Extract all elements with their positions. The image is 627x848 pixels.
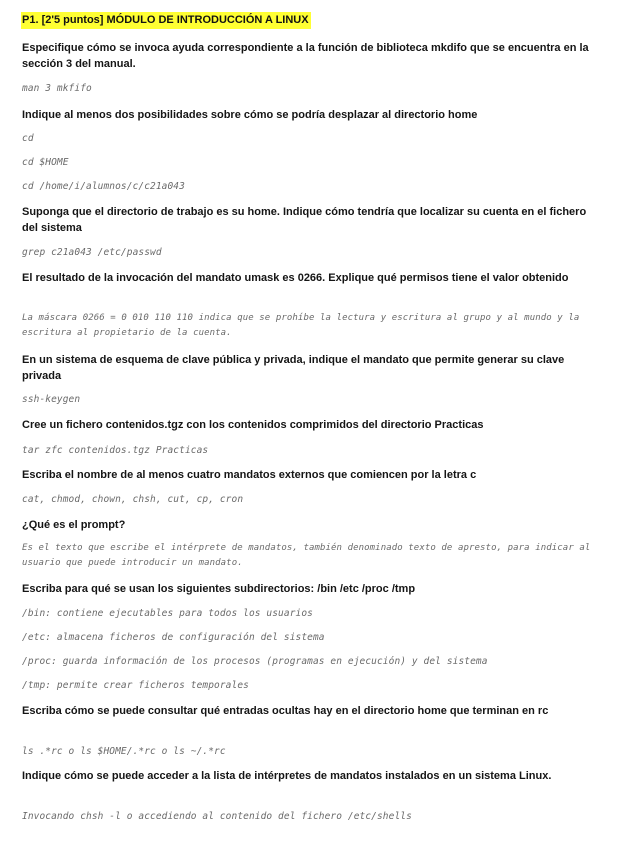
answer-6-line-1: tar zfc contenidos.tgz Practicas [22,445,209,456]
answer-2-line-1: cd [22,133,34,144]
answer-11-line-1: Invocando chsh -l o accediendo al contenido del fichero /etc/shells [22,811,412,822]
question-1: Especifique cómo se invoca ayuda correspondiente a la función de biblioteca mkdifo que se encuentra en la sección 3 del manual. [22,42,589,70]
question-5: En un sistema de esquema de clave pública y privada, indique el mandato que permite generar su clave privada [22,354,565,382]
answer-9-line-2: /etc: almacena ficheros de configuración del sistema [22,632,325,643]
answer-3-line-1: grep c21a043 /etc/passwd [22,247,162,258]
answer-9-line-4: /tmp: permite crear ficheros temporales [22,680,249,691]
question-10: Escriba cómo se puede consultar qué entradas ocultas hay en el directorio home que terminan en rc [22,705,549,717]
answer-2-line-3: cd /home/i/alumnos/c/c21a043 [22,181,185,192]
answer-10-line-1: ls .*rc o ls $HOME/.*rc o ls ~/.*rc [22,746,226,757]
answer-1-line-1: man 3 mkfifo [22,83,92,94]
answer-7-line-1: cat, chmod, chown, chsh, cut, cp, cron [22,494,244,505]
answer-4-line-1: La máscara 0266 = 0 010 110 110 indica que se prohíbe la lectura y escritura al grupo y al mundo y la escritura al propietario de la cuenta. [22,313,580,338]
question-6: Cree un fichero contenidos.tgz con los contenidos comprimidos del directorio Practicas [22,419,484,431]
question-9: Escriba para qué se usan los siguientes subdirectorios: /bin /etc /proc /tmp [22,583,416,595]
answer-8-line-1: Es el texto que escribe el intérprete de mandatos, también denominado texto de apresto, para indicar al usuario que puede introducir un mandato. [22,543,591,568]
question-8: ¿Qué es el prompt? [22,519,126,531]
answer-9-line-3: /proc: guarda información de los procesos (programas en ejecución) y del sistema [22,656,488,667]
answer-9-line-1: /bin: contiene ejecutables para todos los usuarios [22,608,313,619]
question-7: Escriba el nombre de al menos cuatro mandatos externos que comiencen por la letra c [22,469,477,481]
answer-5-line-1: ssh-keygen [22,394,81,405]
section-title: P1. [2'5 puntos] MÓDULO DE INTRODUCCIÓN A LINUX [21,12,311,29]
answer-2-line-2: cd $HOME [22,157,69,168]
question-4: El resultado de la invocación del mandato umask es 0266. Explique qué permisos tiene el valor obtenido [22,272,569,284]
question-2: Indique al menos dos posibilidades sobre cómo se podría desplazar al directorio home [22,109,478,121]
question-11: Indique cómo se puede acceder a la lista de intérpretes de mandatos instalados en un sistema Linux. [22,770,552,782]
question-3: Suponga que el directorio de trabajo es su home. Indique cómo tendría que localizar su cuenta en el fichero del sistema [22,206,587,234]
